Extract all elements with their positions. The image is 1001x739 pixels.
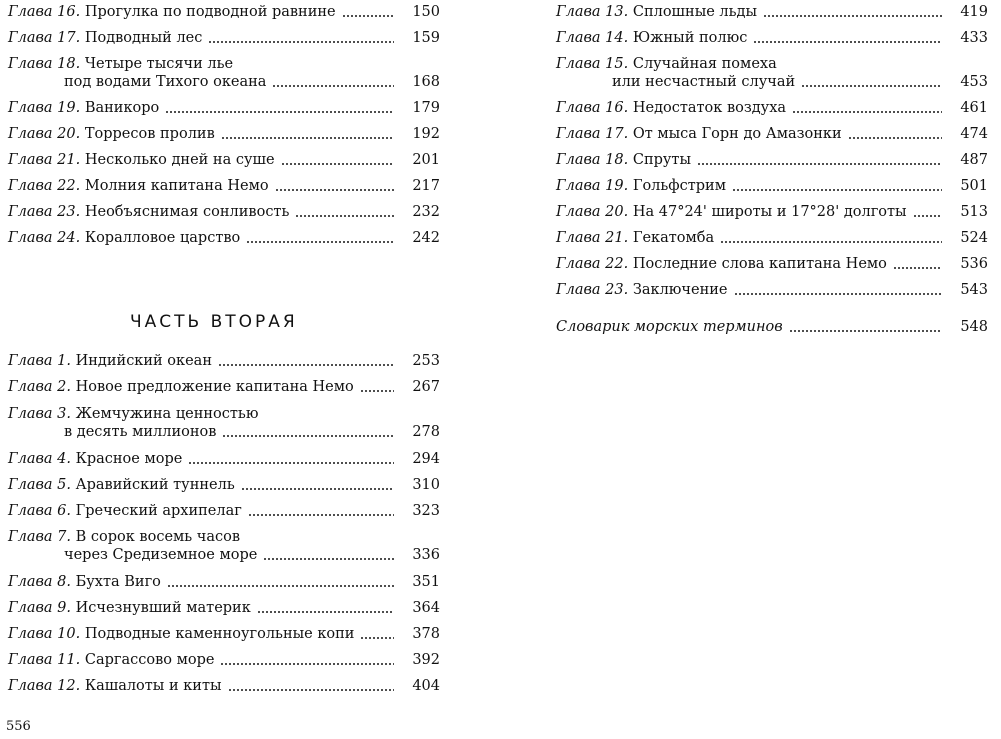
- page-number-ref: 513: [960, 204, 988, 220]
- toc-entry-line: [8, 573, 440, 591]
- toc-entry-line: [556, 151, 988, 169]
- chapter-title: От мыса Горн до Амазонки: [632, 126, 842, 142]
- toc-entry[interactable]: [8, 203, 440, 221]
- toc-entry-line: [8, 55, 440, 73]
- chapter-label: Глава 18.: [556, 152, 629, 168]
- chapter-label: Глава 10.: [8, 626, 81, 642]
- chapter-label: Глава 17.: [8, 30, 81, 46]
- chapter-title: Прогулка по подводной равнине: [84, 4, 336, 20]
- toc-entry[interactable]: [8, 573, 440, 591]
- toc-entry[interactable]: [8, 450, 440, 468]
- page-number-ref: 548: [960, 319, 988, 335]
- chapter-title: Подводный лес: [84, 30, 203, 46]
- dot-leader: [188, 462, 394, 464]
- chapter-title: Молния капитана Немо: [84, 178, 269, 194]
- chapter-label: Глава 21.: [556, 230, 629, 246]
- page-number-ref: 419: [960, 4, 988, 20]
- toc-entry-line: [8, 677, 440, 695]
- chapter-label: Глава 5.: [8, 477, 72, 493]
- chapter-label: Глава 12.: [8, 678, 81, 694]
- page-number-ref: 253: [412, 353, 440, 369]
- toc-entry[interactable]: [8, 625, 440, 643]
- chapter-label: Глава 1.: [8, 353, 72, 369]
- toc-entry[interactable]: [556, 29, 988, 47]
- page-number-ref: 168: [412, 74, 440, 90]
- toc-entry[interactable]: [8, 125, 440, 143]
- page-number: 556: [6, 719, 31, 734]
- chapter-label: Глава 14.: [556, 30, 629, 46]
- toc-entry[interactable]: [8, 352, 440, 370]
- toc-entry[interactable]: [556, 281, 988, 299]
- chapter-title: в десять миллионов: [64, 424, 217, 440]
- dot-leader: [220, 663, 394, 665]
- chapter-title: Последние слова капитана Немо: [632, 256, 887, 272]
- dot-leader: [248, 514, 394, 516]
- page-number-ref: 267: [412, 379, 440, 395]
- toc-entry[interactable]: [556, 255, 988, 273]
- dot-leader: [753, 41, 942, 43]
- page-number-ref: 474: [960, 126, 988, 142]
- chapter-title: Гекатомба: [632, 230, 715, 246]
- dot-leader: [734, 293, 943, 295]
- chapter-title: Несколько дней на суше: [84, 152, 275, 168]
- chapter-title: Заключение: [632, 282, 728, 298]
- toc-entry-line: [8, 405, 440, 423]
- toc-entry-line: [8, 651, 440, 669]
- page-number-ref: 192: [412, 126, 440, 142]
- chapter-label: Глава 17.: [556, 126, 629, 142]
- chapter-title: Новое предложение капитана Немо: [75, 379, 354, 395]
- chapter-title: Греческий архипелаг: [75, 503, 242, 519]
- toc-entry[interactable]: [556, 99, 988, 117]
- chapter-label: Глава 11.: [8, 652, 81, 668]
- page-number-ref: 336: [412, 547, 440, 563]
- page-number-ref: 543: [960, 282, 988, 298]
- dot-leader: [792, 111, 942, 113]
- dot-leader: [360, 637, 394, 639]
- toc-entry-line: [8, 73, 440, 91]
- toc-entry[interactable]: [8, 405, 440, 441]
- toc-entry-line: [556, 3, 988, 21]
- toc-entry-line: [8, 528, 440, 546]
- toc-entry-line: [8, 352, 440, 370]
- chapter-label: Глава 13.: [556, 4, 629, 20]
- dot-leader: [228, 689, 395, 691]
- toc-entry-line: [8, 423, 440, 441]
- chapter-title: В сорок восемь часов: [75, 529, 241, 545]
- page-number-ref: 278: [412, 424, 440, 440]
- page-number-ref: 433: [960, 30, 988, 46]
- page-number-ref: 179: [412, 100, 440, 116]
- toc-entry-line: [556, 99, 988, 117]
- page-number-ref: 524: [960, 230, 988, 246]
- page-number-ref: 217: [412, 178, 440, 194]
- chapter-title: Спруты: [632, 152, 691, 168]
- page-number-ref: 294: [412, 451, 440, 467]
- chapter-label: Глава 9.: [8, 600, 72, 616]
- dot-leader: [913, 215, 943, 217]
- toc-entry[interactable]: [556, 229, 988, 247]
- chapter-title: Коралловое царство: [84, 230, 241, 246]
- page-number-ref: 201: [412, 152, 440, 168]
- part-two-title: ЧАСТЬ ВТОРАЯ: [130, 312, 298, 332]
- chapter-title: Индийский океан: [75, 353, 212, 369]
- chapter-title: Недостаток воздуха: [632, 100, 787, 116]
- chapter-label: Глава 2.: [8, 379, 72, 395]
- page-number-ref: 159: [412, 30, 440, 46]
- toc-entry[interactable]: [8, 29, 440, 47]
- page-number-ref: 453: [960, 74, 988, 90]
- dot-leader: [257, 611, 395, 613]
- chapter-title: Случайная помеха: [632, 56, 777, 72]
- chapter-title: Кашалоты и киты: [84, 678, 222, 694]
- toc-entry-line: [8, 476, 440, 494]
- chapter-title: Гольфстрим: [632, 178, 726, 194]
- chapter-title: Четыре тысячи лье: [84, 56, 234, 72]
- toc-entry[interactable]: [8, 55, 440, 91]
- toc-entry[interactable]: [8, 677, 440, 695]
- chapter-title: под водами Тихого океана: [64, 74, 267, 90]
- chapter-label: Глава 22.: [556, 256, 629, 272]
- chapter-label: Глава 23.: [8, 204, 81, 220]
- toc-entry-line: [8, 203, 440, 221]
- toc-entry-line: [8, 378, 440, 396]
- toc-entry-line: [8, 625, 440, 643]
- chapter-title: Красное море: [75, 451, 183, 467]
- chapter-label: Глава 3.: [8, 406, 72, 422]
- dot-leader: [272, 85, 394, 87]
- toc-entry[interactable]: [556, 203, 988, 221]
- toc-entry[interactable]: [8, 599, 440, 617]
- dot-leader: [281, 163, 395, 165]
- chapter-label: Глава 19.: [556, 178, 629, 194]
- chapter-label: Глава 16.: [8, 4, 81, 20]
- chapter-title: Бухта Виго: [75, 574, 161, 590]
- chapter-label: Глава 23.: [556, 282, 629, 298]
- chapter-title: Торресов пролив: [84, 126, 215, 142]
- chapter-label: Глава 21.: [8, 152, 81, 168]
- toc-entry[interactable]: [556, 125, 988, 143]
- toc-entry[interactable]: [556, 3, 988, 21]
- toc-entry[interactable]: [8, 651, 440, 669]
- chapter-title: или несчастный случай: [612, 74, 796, 90]
- chapter-title: На 47°24' широты и 17°28' долготы: [632, 204, 907, 220]
- toc-entry[interactable]: [8, 378, 440, 396]
- toc-entry[interactable]: [556, 177, 988, 195]
- page-number-ref: 351: [412, 574, 440, 590]
- toc-entry-line: [8, 502, 440, 520]
- page-number-ref: 378: [412, 626, 440, 642]
- chapter-title: Южный полюс: [632, 30, 748, 46]
- page-number-ref: 392: [412, 652, 440, 668]
- toc-entry[interactable]: [8, 177, 440, 195]
- dot-leader: [165, 111, 394, 113]
- chapter-title: Аравийский туннель: [75, 477, 235, 493]
- page-number-ref: 404: [412, 678, 440, 694]
- toc-entry-line: [8, 177, 440, 195]
- toc-entry-line: [8, 151, 440, 169]
- chapter-title: Ваникоро: [84, 100, 160, 116]
- page-number-ref: 232: [412, 204, 440, 220]
- toc-entry[interactable]: [8, 476, 440, 494]
- toc-entry-line: [556, 177, 988, 195]
- chapter-title: Жемчужина ценностью: [75, 406, 259, 422]
- page-number-ref: 242: [412, 230, 440, 246]
- chapter-label: Глава 16.: [556, 100, 629, 116]
- toc-entry-line: [556, 255, 988, 273]
- toc-entry[interactable]: [556, 151, 988, 169]
- toc-entry-line: [8, 450, 440, 468]
- dot-leader: [263, 558, 394, 560]
- dot-leader: [218, 364, 394, 366]
- toc-entry-line: [556, 125, 988, 143]
- chapter-label: Глава 8.: [8, 574, 72, 590]
- toc-entry-line: [556, 55, 988, 73]
- toc-entry-line: [556, 281, 988, 299]
- dot-leader: [893, 267, 942, 269]
- chapter-title: Подводные каменноугольные копи: [84, 626, 355, 642]
- dot-leader: [848, 137, 943, 139]
- toc-entry-line: [8, 99, 440, 117]
- page-number-ref: 323: [412, 503, 440, 519]
- chapter-label: Глава 20.: [8, 126, 81, 142]
- dot-leader: [246, 241, 394, 243]
- dot-leader: [222, 435, 394, 437]
- page-number-ref: 150: [412, 4, 440, 20]
- chapter-label: Глава 18.: [8, 56, 81, 72]
- chapter-title: Исчезнувший материк: [75, 600, 251, 616]
- toc-entry-line: [8, 229, 440, 247]
- chapter-label: Глава 6.: [8, 503, 72, 519]
- chapter-title: Сплошные льды: [632, 4, 757, 20]
- dot-leader: [763, 15, 942, 17]
- toc-entry-line: [8, 3, 440, 21]
- page-number-ref: 461: [960, 100, 988, 116]
- toc-entry-line: [8, 29, 440, 47]
- toc-entry[interactable]: [8, 229, 440, 247]
- toc-entry-line: [556, 203, 988, 221]
- dot-leader: [221, 137, 395, 139]
- chapter-label: Глава 20.: [556, 204, 629, 220]
- toc-entry-line: [8, 125, 440, 143]
- chapter-label: Глава 19.: [8, 100, 81, 116]
- chapter-title: Саргассово море: [84, 652, 215, 668]
- toc-entry[interactable]: [8, 99, 440, 117]
- dot-leader: [801, 85, 942, 87]
- dot-leader: [208, 41, 394, 43]
- chapter-label: Глава 7.: [8, 529, 72, 545]
- toc-entry[interactable]: [8, 502, 440, 520]
- chapter-label: Глава 24.: [8, 230, 81, 246]
- chapter-label: Глава 22.: [8, 178, 81, 194]
- toc-entry[interactable]: [556, 55, 988, 91]
- toc-entry-line: [556, 229, 988, 247]
- toc-entry-line: [8, 599, 440, 617]
- toc-entry[interactable]: [8, 151, 440, 169]
- toc-entry[interactable]: [8, 528, 440, 564]
- dot-leader: [789, 330, 943, 332]
- dot-leader: [732, 189, 942, 191]
- chapter-title: Необъяснимая сонливость: [84, 204, 290, 220]
- dot-leader: [295, 215, 394, 217]
- toc-entry-line: [556, 29, 988, 47]
- dot-leader: [241, 488, 395, 490]
- page-number-ref: 501: [960, 178, 988, 194]
- chapter-label: Глава 15.: [556, 56, 629, 72]
- toc-entry-line: [8, 546, 440, 564]
- dot-leader: [342, 15, 395, 17]
- toc-entry[interactable]: [8, 3, 440, 21]
- chapter-title: через Средиземное море: [64, 547, 258, 563]
- page-number-ref: 364: [412, 600, 440, 616]
- page-number-ref: 487: [960, 152, 988, 168]
- dot-leader: [275, 189, 395, 191]
- dot-leader: [720, 241, 942, 243]
- toc-glossary-entry[interactable]: [556, 318, 988, 336]
- toc-entry-line: [556, 73, 988, 91]
- dot-leader: [360, 390, 395, 392]
- glossary-title: Словарик морских терминов: [556, 319, 783, 335]
- chapter-label: Глава 4.: [8, 451, 72, 467]
- dot-leader: [697, 163, 942, 165]
- page-number-ref: 536: [960, 256, 988, 272]
- toc-entry-line: [556, 318, 988, 336]
- page-number-ref: 310: [412, 477, 440, 493]
- dot-leader: [167, 585, 394, 587]
